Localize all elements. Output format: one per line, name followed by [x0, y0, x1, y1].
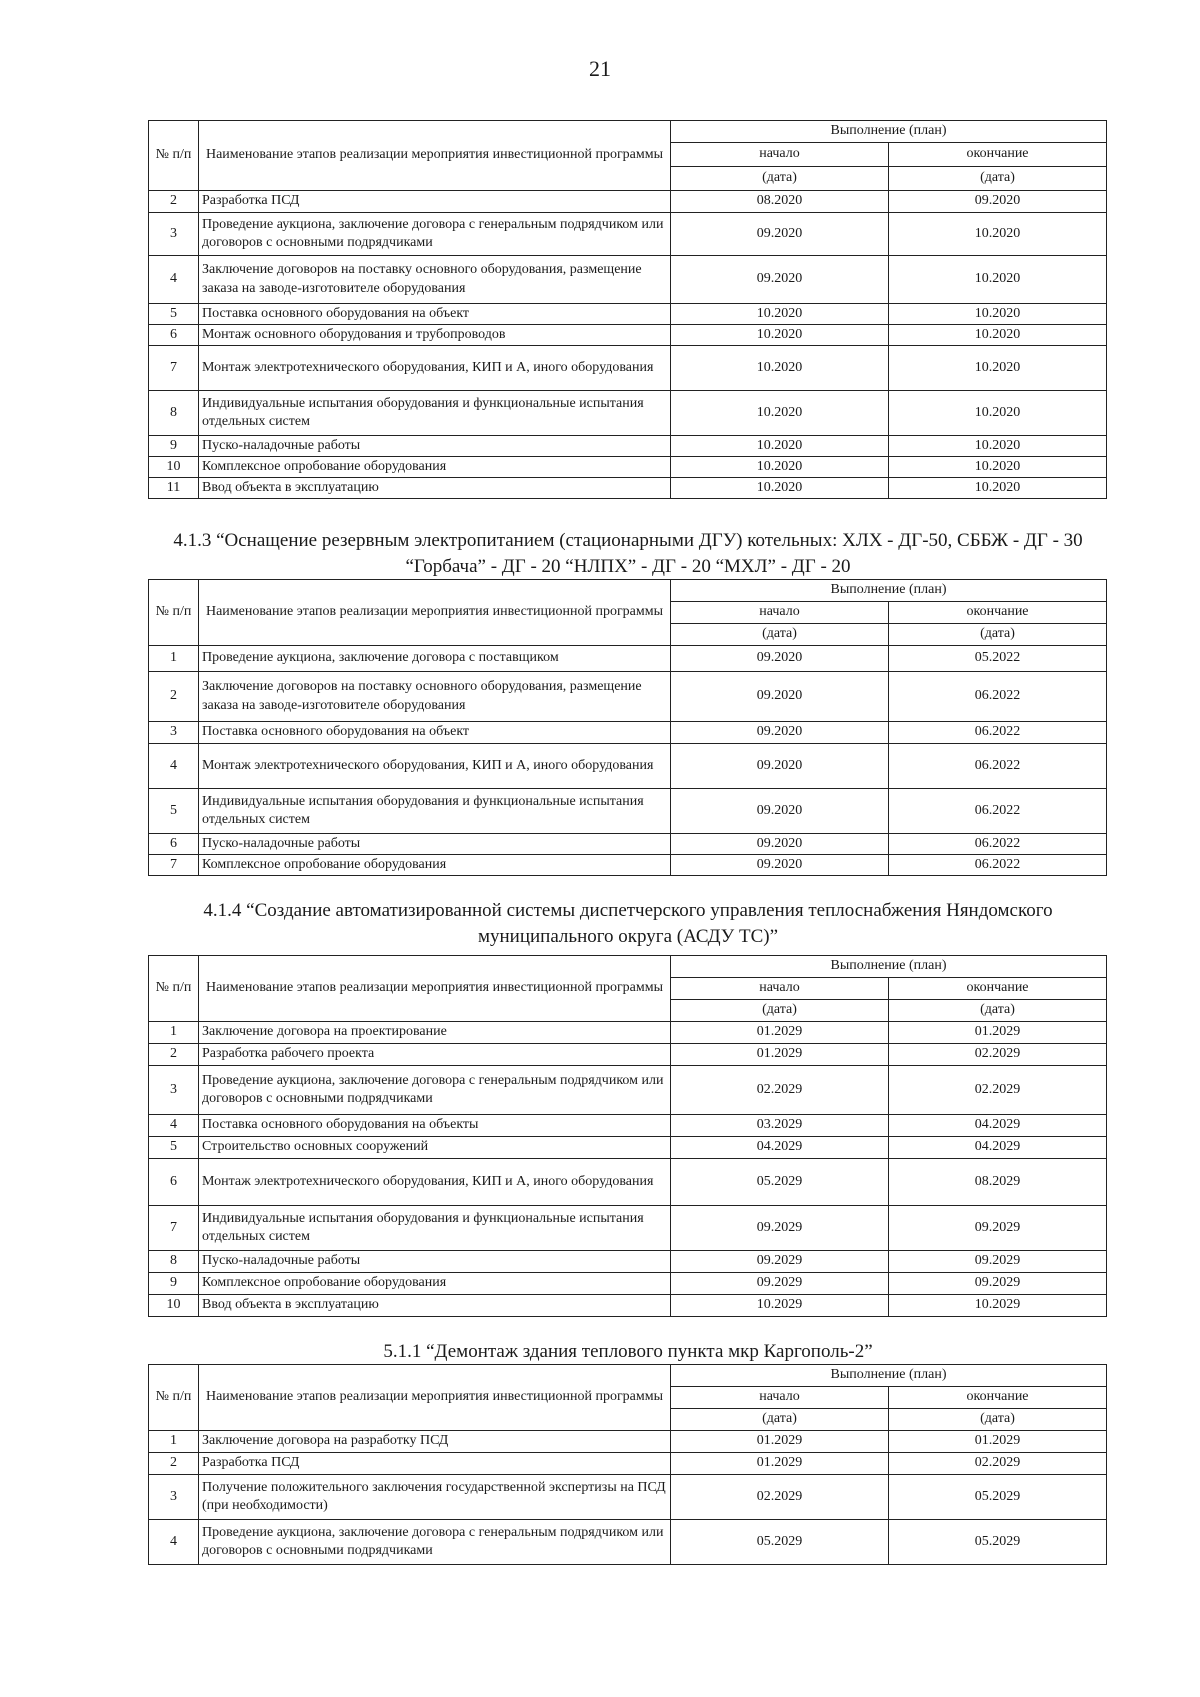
row-num: 8	[149, 391, 199, 436]
row-start: 01.2029	[671, 1453, 889, 1475]
row-num: 9	[149, 1273, 199, 1295]
row-num: 6	[149, 834, 199, 855]
row-start: 10.2020	[671, 478, 889, 499]
col-header-execution: Выполнение (план)	[671, 1365, 1107, 1387]
row-start: 09.2020	[671, 789, 889, 834]
row-num: 2	[149, 1044, 199, 1066]
col-header-end: окончание	[889, 978, 1107, 1000]
table-row	[149, 478, 1107, 499]
row-start: 01.2029	[671, 1431, 889, 1453]
row-end: 10.2020	[889, 304, 1107, 325]
row-num: 5	[149, 1137, 199, 1159]
row-num: 9	[149, 436, 199, 457]
table-row	[149, 646, 1107, 672]
table-row	[149, 1453, 1107, 1475]
row-num: 2	[149, 672, 199, 722]
row-end: 06.2022	[889, 722, 1107, 744]
row-end: 10.2020	[889, 256, 1107, 304]
col-header-name: Наименование этапов реализации мероприятия инвестиционной программы	[199, 121, 671, 191]
row-end: 04.2029	[889, 1137, 1107, 1159]
row-name: Строительство основных сооружений	[199, 1137, 671, 1159]
col-header-name: Наименование этапов реализации мероприятия инвестиционной программы	[199, 956, 671, 1022]
header-row	[149, 1365, 1107, 1387]
row-num: 4	[149, 744, 199, 789]
row-name: Индивидуальные испытания оборудования и функциональные испытания отдельных систем	[199, 789, 671, 834]
row-end: 06.2022	[889, 789, 1107, 834]
col-header-execution: Выполнение (план)	[671, 121, 1107, 143]
row-start: 10.2020	[671, 436, 889, 457]
col-header-start: начало	[671, 1387, 889, 1409]
col-header-start: начало	[671, 602, 889, 624]
row-start: 02.2029	[671, 1066, 889, 1115]
row-end: 10.2020	[889, 325, 1107, 346]
header-row	[149, 956, 1107, 978]
row-start: 01.2029	[671, 1022, 889, 1044]
row-num: 3	[149, 722, 199, 744]
row-num: 3	[149, 1475, 199, 1520]
row-start: 09.2029	[671, 1251, 889, 1273]
row-end: 10.2020	[889, 478, 1107, 499]
table-row	[149, 304, 1107, 325]
row-num: 4	[149, 1115, 199, 1137]
row-num: 1	[149, 1022, 199, 1044]
row-num: 10	[149, 457, 199, 478]
row-end: 05.2029	[889, 1475, 1107, 1520]
row-end: 06.2022	[889, 834, 1107, 855]
row-name: Заключение договоров на поставку основного оборудования, размещение заказа на заводе-изготовителе оборудования	[199, 256, 671, 304]
row-start: 10.2020	[671, 325, 889, 346]
row-name: Разработка рабочего проекта	[199, 1044, 671, 1066]
table-row	[149, 191, 1107, 213]
row-end: 10.2020	[889, 457, 1107, 478]
row-num: 7	[149, 855, 199, 876]
table-row	[149, 1251, 1107, 1273]
table-row	[149, 1044, 1107, 1066]
row-name: Проведение аукциона, заключение договора с генеральным подрядчиком или договоров с основными подрядчиками	[199, 1066, 671, 1115]
row-name: Разработка ПСД	[199, 191, 671, 213]
row-name: Поставка основного оборудования на объекты	[199, 1115, 671, 1137]
row-end: 02.2029	[889, 1453, 1107, 1475]
row-end: 10.2020	[889, 213, 1107, 256]
row-start: 09.2020	[671, 646, 889, 672]
row-start: 03.2029	[671, 1115, 889, 1137]
row-num: 4	[149, 1520, 199, 1565]
row-num: 1	[149, 646, 199, 672]
row-start: 09.2020	[671, 213, 889, 256]
row-num: 8	[149, 1251, 199, 1273]
col-header-end-unit: (дата)	[889, 1409, 1107, 1431]
header-row	[149, 580, 1107, 602]
table-row	[149, 325, 1107, 346]
row-num: 1	[149, 1431, 199, 1453]
row-start: 05.2029	[671, 1159, 889, 1206]
col-header-start-unit: (дата)	[671, 1000, 889, 1022]
col-header-num: № п/п	[149, 1365, 199, 1431]
col-header-end-unit: (дата)	[889, 167, 1107, 191]
row-num: 7	[149, 346, 199, 391]
row-num: 2	[149, 191, 199, 213]
col-header-end: окончание	[889, 143, 1107, 167]
row-start: 09.2020	[671, 722, 889, 744]
row-end: 02.2029	[889, 1044, 1107, 1066]
row-num: 6	[149, 1159, 199, 1206]
row-end: 09.2029	[889, 1206, 1107, 1251]
row-start: 10.2020	[671, 346, 889, 391]
row-name: Ввод объекта в эксплуатацию	[199, 478, 671, 499]
row-start: 10.2020	[671, 457, 889, 478]
col-header-name: Наименование этапов реализации мероприятия инвестиционной программы	[199, 580, 671, 646]
row-name: Поставка основного оборудования на объект	[199, 304, 671, 325]
table-row	[149, 672, 1107, 722]
table-row	[149, 1159, 1107, 1206]
col-header-num: № п/п	[149, 580, 199, 646]
table-row	[149, 213, 1107, 256]
row-end: 01.2029	[889, 1431, 1107, 1453]
row-end: 10.2020	[889, 346, 1107, 391]
col-header-end: окончание	[889, 1387, 1107, 1409]
row-name: Разработка ПСД	[199, 1453, 671, 1475]
col-header-start-unit: (дата)	[671, 1409, 889, 1431]
row-start: 09.2020	[671, 744, 889, 789]
row-end: 10.2020	[889, 436, 1107, 457]
row-num: 2	[149, 1453, 199, 1475]
col-header-end-unit: (дата)	[889, 624, 1107, 646]
section-title-4-1-3: 4.1.3 “Оснащение резервным электропитанием (стационарными ДГУ) котельных: ХЛХ - ДГ-50, СББЖ - ДГ - 30 “Горбача” - ДГ - 20 “НЛПХ” - ДГ - 20 “МХЛ” - ДГ - 20	[173, 530, 1083, 577]
row-end: 06.2022	[889, 672, 1107, 722]
row-name: Получение положительного заключения государственной экспертизы на ПСД (при необходимости)	[199, 1475, 671, 1520]
row-start: 09.2020	[671, 855, 889, 876]
row-name: Индивидуальные испытания оборудования и функциональные испытания отдельных систем	[199, 1206, 671, 1251]
table-row	[149, 1115, 1107, 1137]
row-num: 7	[149, 1206, 199, 1251]
row-end: 08.2029	[889, 1159, 1107, 1206]
row-end: 01.2029	[889, 1022, 1107, 1044]
row-name: Монтаж электротехнического оборудования, КИП и А, иного оборудования	[199, 346, 671, 391]
table-row	[149, 722, 1107, 744]
row-name: Проведение аукциона, заключение договора с генеральным подрядчиком или договоров с основными подрядчиками	[199, 1520, 671, 1565]
table-row	[149, 346, 1107, 391]
table-row	[149, 391, 1107, 436]
table-row	[149, 1206, 1107, 1251]
row-end: 05.2029	[889, 1520, 1107, 1565]
section-title-4-1-4: 4.1.4 “Создание автоматизированной системы диспетчерского управления теплоснабжения Няндомского муниципального округа (АСДУ ТС)”	[203, 900, 1053, 947]
row-name: Пуско-наладочные работы	[199, 436, 671, 457]
stages-table-4	[148, 1364, 1107, 1565]
row-name: Проведение аукциона, заключение договора с генеральным подрядчиком или договоров с основными подрядчиками	[199, 213, 671, 256]
table-row	[149, 256, 1107, 304]
col-header-num: № п/п	[149, 956, 199, 1022]
row-name: Заключение договора на проектирование	[199, 1022, 671, 1044]
row-name: Монтаж основного оборудования и трубопроводов	[199, 325, 671, 346]
row-name: Индивидуальные испытания оборудования и функциональные испытания отдельных систем	[199, 391, 671, 436]
col-header-end: окончание	[889, 602, 1107, 624]
table-row	[149, 1066, 1107, 1115]
table-row	[149, 1475, 1107, 1520]
table-row	[149, 1295, 1107, 1317]
row-start: 08.2020	[671, 191, 889, 213]
row-start: 04.2029	[671, 1137, 889, 1159]
table-row	[149, 1137, 1107, 1159]
row-name: Поставка основного оборудования на объект	[199, 722, 671, 744]
row-name: Проведение аукциона, заключение договора с поставщиком	[199, 646, 671, 672]
stages-table-2	[148, 579, 1107, 876]
row-start: 09.2020	[671, 672, 889, 722]
row-name: Заключение договоров на поставку основного оборудования, размещение заказа на заводе-изготовителе оборудования	[199, 672, 671, 722]
table-row	[149, 789, 1107, 834]
row-num: 5	[149, 304, 199, 325]
row-num: 4	[149, 256, 199, 304]
table-row	[149, 1273, 1107, 1295]
row-start: 02.2029	[671, 1475, 889, 1520]
col-header-start: начало	[671, 143, 889, 167]
col-header-execution: Выполнение (план)	[671, 956, 1107, 978]
row-num: 6	[149, 325, 199, 346]
col-header-start-unit: (дата)	[671, 624, 889, 646]
row-num: 11	[149, 478, 199, 499]
col-header-num: № п/п	[149, 121, 199, 191]
col-header-end-unit: (дата)	[889, 1000, 1107, 1022]
stages-table-1	[148, 120, 1107, 499]
row-name: Ввод объекта в эксплуатацию	[199, 1295, 671, 1317]
row-start: 05.2029	[671, 1520, 889, 1565]
row-name: Комплексное опробование оборудования	[199, 1273, 671, 1295]
row-end: 09.2020	[889, 191, 1107, 213]
row-end: 09.2029	[889, 1251, 1107, 1273]
stages-table-3	[148, 955, 1107, 1317]
table-row	[149, 855, 1107, 876]
row-start: 10.2029	[671, 1295, 889, 1317]
row-start: 09.2029	[671, 1273, 889, 1295]
row-end: 06.2022	[889, 744, 1107, 789]
col-header-execution: Выполнение (план)	[671, 580, 1107, 602]
row-end: 09.2029	[889, 1273, 1107, 1295]
row-name: Комплексное опробование оборудования	[199, 457, 671, 478]
row-num: 3	[149, 1066, 199, 1115]
table-row	[149, 1520, 1107, 1565]
row-end: 10.2020	[889, 391, 1107, 436]
row-start: 10.2020	[671, 391, 889, 436]
header-row	[149, 121, 1107, 143]
row-name: Заключение договора на разработку ПСД	[199, 1431, 671, 1453]
row-start: 09.2020	[671, 834, 889, 855]
row-name: Монтаж электротехнического оборудования, КИП и А, иного оборудования	[199, 744, 671, 789]
table-row	[149, 436, 1107, 457]
row-end: 02.2029	[889, 1066, 1107, 1115]
row-name: Монтаж электротехнического оборудования, КИП и А, иного оборудования	[199, 1159, 671, 1206]
table-row	[149, 1022, 1107, 1044]
row-end: 04.2029	[889, 1115, 1107, 1137]
row-num: 3	[149, 213, 199, 256]
page-number: 21	[589, 56, 611, 81]
row-num: 5	[149, 789, 199, 834]
row-num: 10	[149, 1295, 199, 1317]
col-header-name: Наименование этапов реализации мероприятия инвестиционной программы	[199, 1365, 671, 1431]
col-header-start-unit: (дата)	[671, 167, 889, 191]
col-header-start: начало	[671, 978, 889, 1000]
row-end: 06.2022	[889, 855, 1107, 876]
table-row	[149, 1431, 1107, 1453]
row-name: Комплексное опробование оборудования	[199, 855, 671, 876]
row-start: 10.2020	[671, 304, 889, 325]
row-start: 09.2029	[671, 1206, 889, 1251]
table-row	[149, 834, 1107, 855]
row-name: Пуско-наладочные работы	[199, 834, 671, 855]
section-title-5-1-1: 5.1.1 “Демонтаж здания теплового пункта мкр Каргополь-2”	[383, 1341, 873, 1362]
row-start: 09.2020	[671, 256, 889, 304]
row-name: Пуско-наладочные работы	[199, 1251, 671, 1273]
row-end: 05.2022	[889, 646, 1107, 672]
table-row	[149, 457, 1107, 478]
row-end: 10.2029	[889, 1295, 1107, 1317]
row-start: 01.2029	[671, 1044, 889, 1066]
table-row	[149, 744, 1107, 789]
